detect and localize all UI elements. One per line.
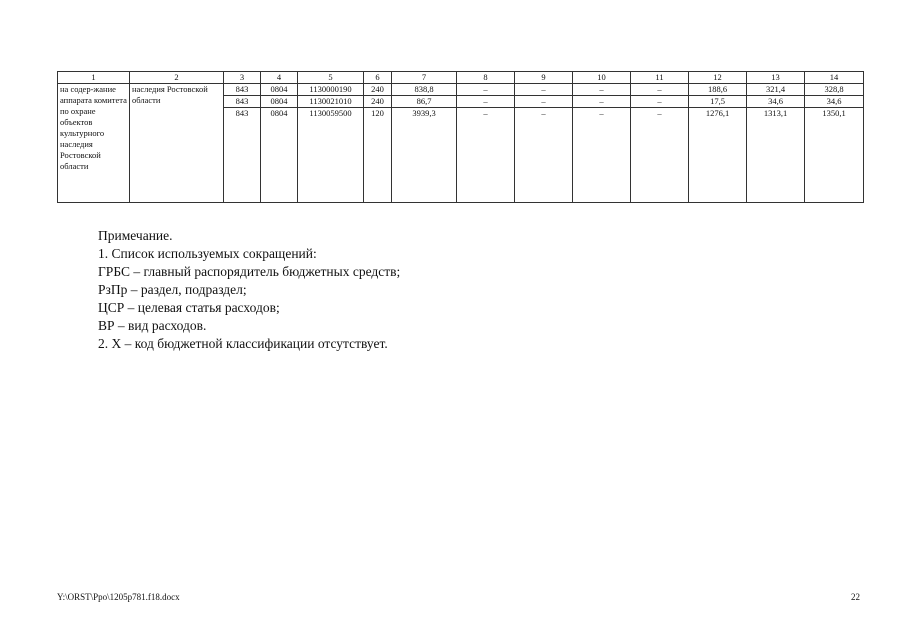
csr-cell: 1130059500	[298, 108, 364, 203]
value-cell: 188,6	[689, 84, 747, 96]
value-cell: –	[457, 108, 515, 203]
notes-title: Примечание.	[98, 228, 173, 243]
note-line: РзПр – раздел, подраздел;	[98, 282, 247, 297]
header-cell: 9	[515, 72, 573, 84]
rzpr-cell: 0804	[261, 96, 298, 108]
value-cell: 328,8	[805, 84, 864, 96]
value-cell: 34,6	[747, 96, 805, 108]
grbs-cell: 843	[224, 84, 261, 96]
value-cell: 86,7	[392, 96, 457, 108]
value-cell: 17,5	[689, 96, 747, 108]
program-name-cell: наследия Ростовской области	[130, 84, 224, 203]
header-cell: 7	[392, 72, 457, 84]
table-header-row	[58, 72, 864, 84]
value-cell: 34,6	[805, 96, 864, 108]
value-cell: 1276,1	[689, 108, 747, 203]
rzpr-cell: 0804	[261, 84, 298, 96]
vr-cell: 240	[364, 84, 392, 96]
header-cell: 3	[224, 72, 261, 84]
header-cell: 2	[130, 72, 224, 84]
note-line: 2. Х – код бюджетной классификации отсутствует.	[98, 336, 388, 351]
note-line: ВР – вид расходов.	[98, 318, 207, 333]
header-cell: 4	[261, 72, 298, 84]
header-cell: 12	[689, 72, 747, 84]
vr-cell: 240	[364, 96, 392, 108]
header-cell: 10	[573, 72, 631, 84]
expense-description-cell: на содер-жание аппарата комитета по охране объектов культурного наследия Ростовской области	[58, 84, 130, 203]
value-cell: –	[631, 108, 689, 203]
header-cell: 5	[298, 72, 364, 84]
value-cell: 321,4	[747, 84, 805, 96]
header-cell: 11	[631, 72, 689, 84]
csr-cell: 1130021010	[298, 96, 364, 108]
header-cell: 1	[58, 72, 130, 84]
footer-file-path: Y:\ORST\Ppo\1205p781.f18.docx	[57, 592, 180, 602]
value-cell: 3939,3	[392, 108, 457, 203]
header-cell: 13	[747, 72, 805, 84]
note-line: ГРБС – главный распорядитель бюджетных средств;	[98, 264, 401, 279]
value-cell: –	[573, 96, 631, 108]
header-cell: 6	[364, 72, 392, 84]
vr-cell: 120	[364, 108, 392, 203]
value-cell: –	[573, 108, 631, 203]
value-cell: 1350,1	[805, 108, 864, 203]
table-row	[58, 84, 864, 96]
value-cell: –	[457, 96, 515, 108]
grbs-cell: 843	[224, 108, 261, 203]
grbs-cell: 843	[224, 96, 261, 108]
value-cell: –	[515, 108, 573, 203]
note-line: ЦСР – целевая статья расходов;	[98, 300, 280, 315]
page-number: 22	[851, 592, 860, 602]
value-cell: –	[515, 96, 573, 108]
header-cell: 8	[457, 72, 515, 84]
value-cell: 838,8	[392, 84, 457, 96]
notes-section	[98, 227, 400, 353]
value-cell: –	[631, 96, 689, 108]
budget-table	[57, 71, 864, 203]
value-cell: –	[457, 84, 515, 96]
csr-cell: 1130000190	[298, 84, 364, 96]
value-cell: –	[573, 84, 631, 96]
header-cell: 14	[805, 72, 864, 84]
note-line: 1. Список используемых сокращений:	[98, 246, 317, 261]
value-cell: –	[515, 84, 573, 96]
rzpr-cell: 0804	[261, 108, 298, 203]
value-cell: –	[631, 84, 689, 96]
value-cell: 1313,1	[747, 108, 805, 203]
